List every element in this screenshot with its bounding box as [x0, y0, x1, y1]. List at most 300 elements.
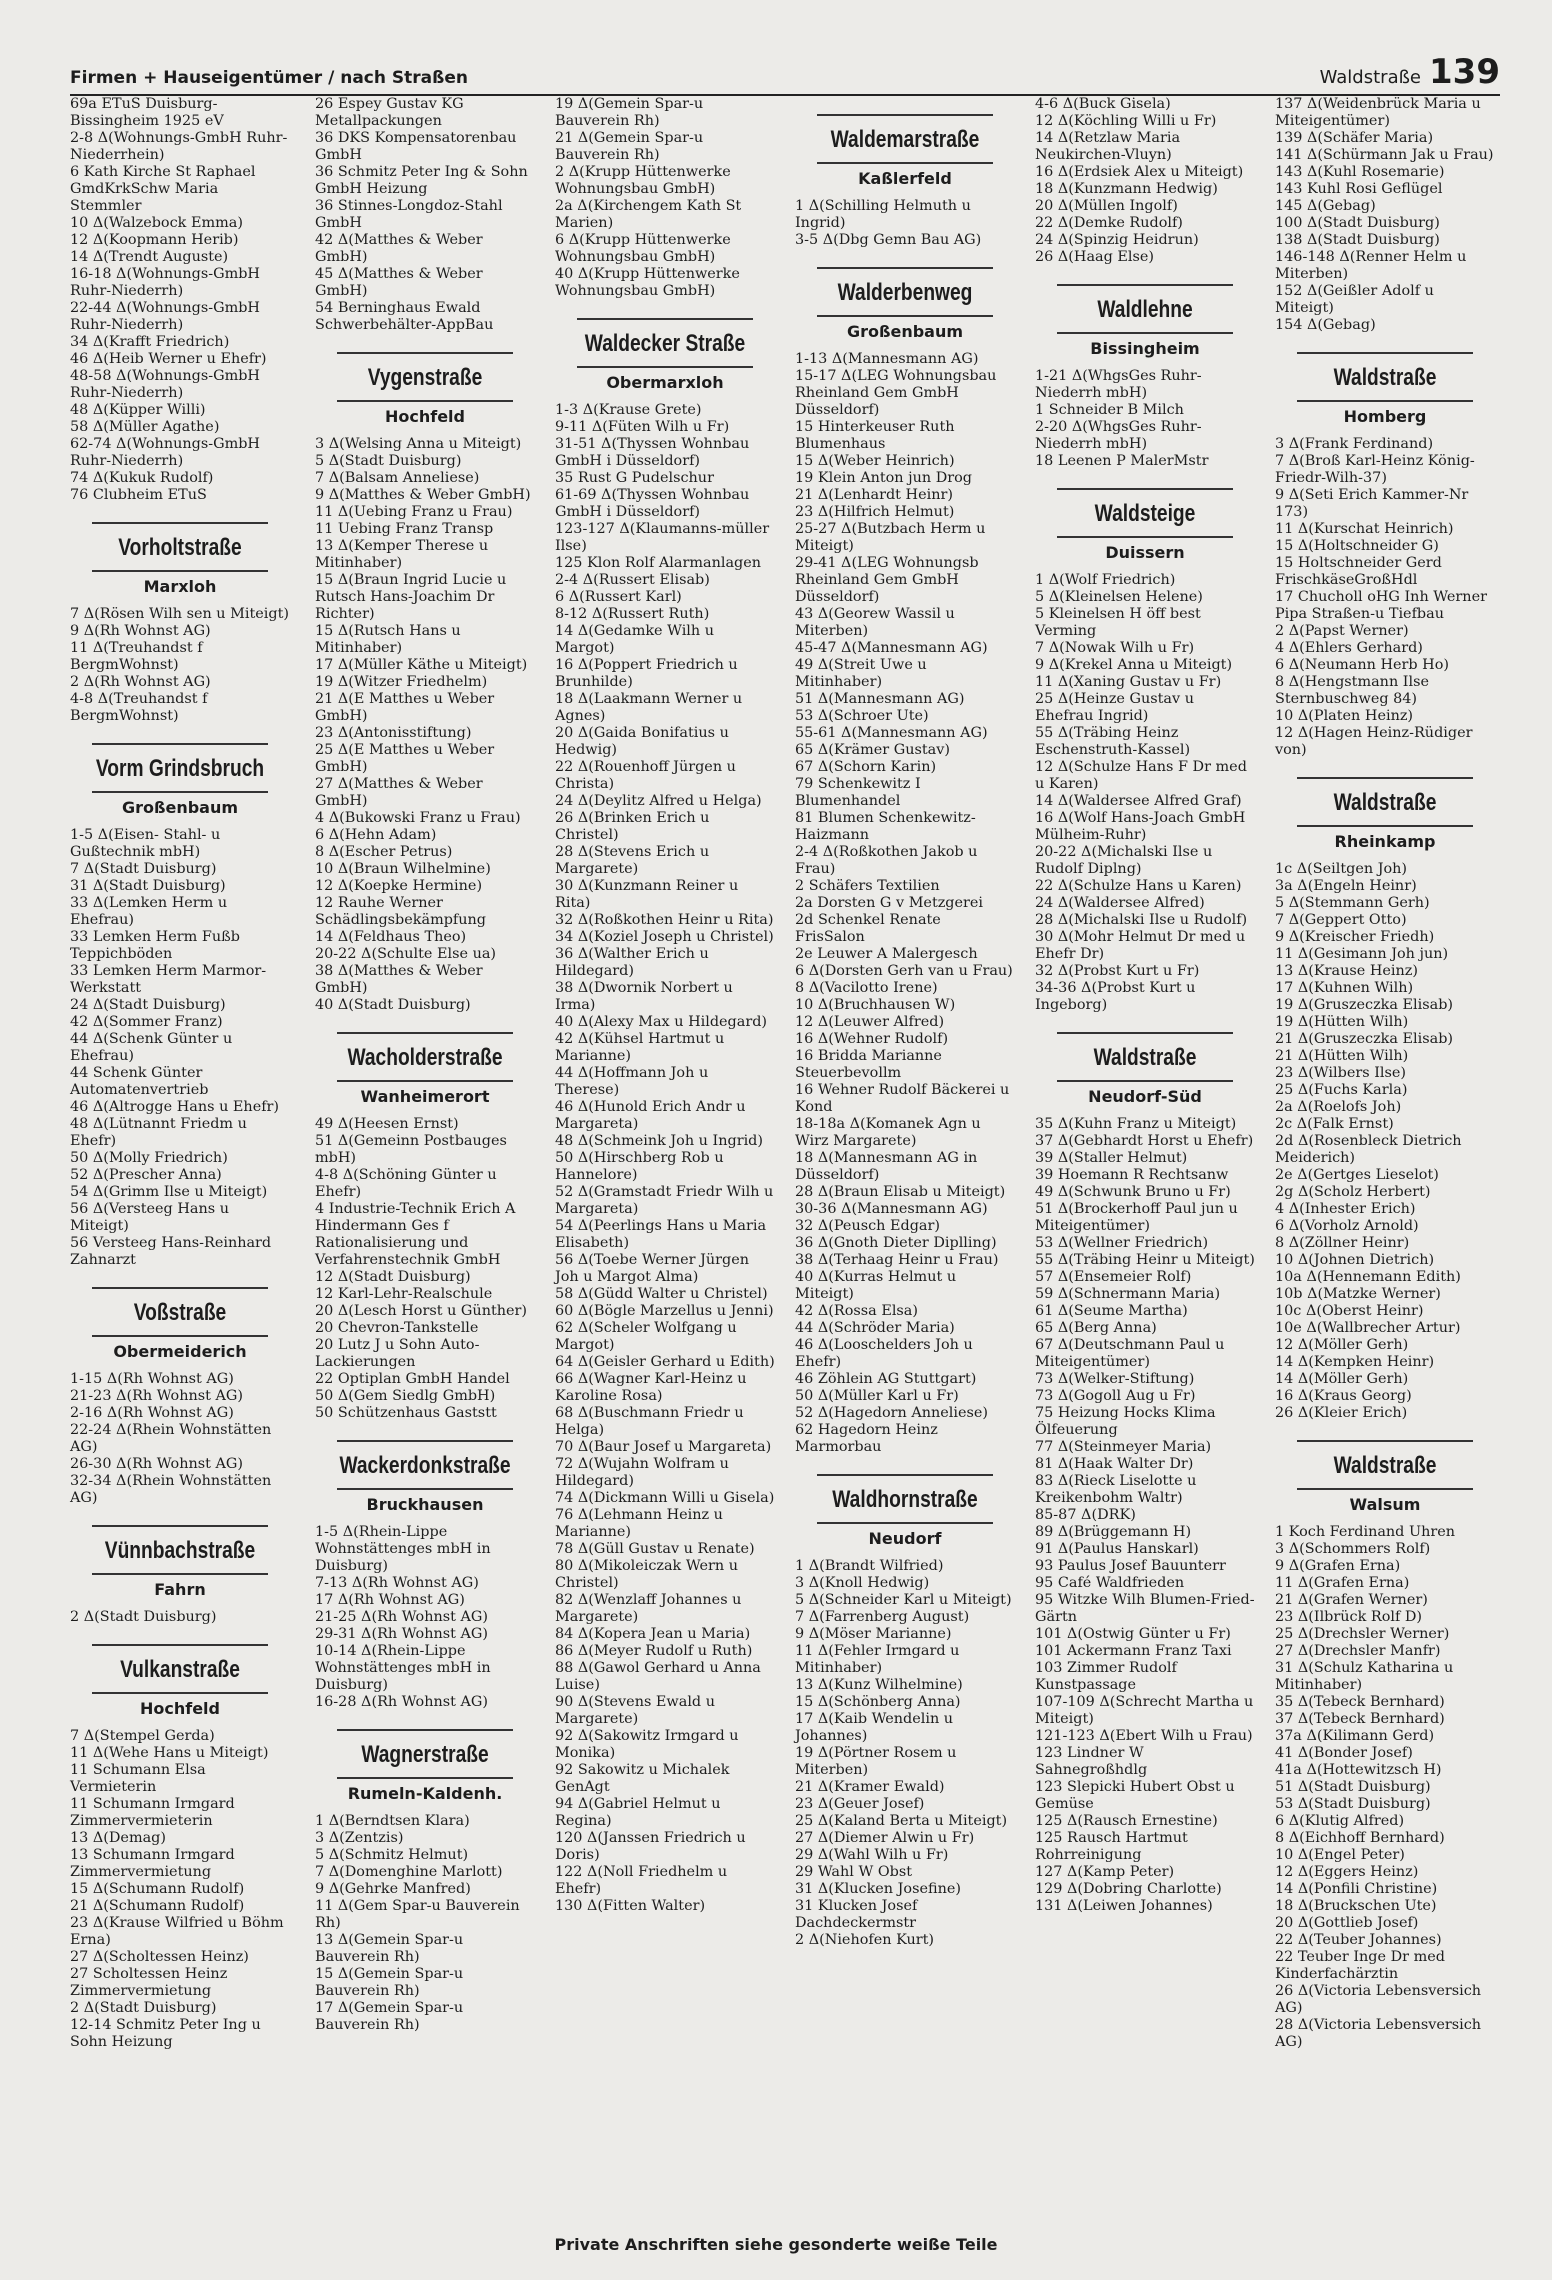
address-entry: 30 Δ(Mohr Helmut Dr med u Ehefr Dr) [1035, 929, 1246, 962]
address-entry: 48 Δ(Schmeink Joh u Ingrid) [555, 1133, 763, 1149]
street-heading: Waldstraße [1297, 352, 1473, 402]
address-entry: 4 Δ(Inhester Erich) [1275, 1201, 1416, 1217]
address-entry: 14 Δ(Kempken Heinr) [1275, 1354, 1435, 1370]
page-number: 139 [1429, 52, 1500, 92]
address-entry: 6 Δ(Hehn Adam) [315, 827, 437, 843]
address-entry: 32 Δ(Roßkothen Heinr u Rita) [555, 912, 774, 928]
address-entry: 3 Δ(Knoll Hedwig) [795, 1575, 930, 1591]
address-entry: 13 Δ(Demag) [70, 1830, 166, 1846]
address-entry: 44 Δ(Hoffmann Joh u Therese) [555, 1065, 709, 1098]
address-entry: 21 Δ(E Matthes u Weber GmbH) [315, 691, 495, 724]
address-entry: 59 Δ(Schnermann Maria) [1035, 1286, 1221, 1302]
address-entry: 11 Δ(Treuhandst f BergmWohnst) [70, 640, 203, 673]
address-entry: 38 Δ(Terhaag Heinr u Frau) [795, 1252, 999, 1268]
address-entry: 2 Δ(Stadt Duisburg) [70, 1609, 217, 1625]
address-entry: 42 Δ(Kühsel Hartmut u Marianne) [555, 1031, 725, 1064]
address-entry: 17 Δ(Kaib Wendelin u Johannes) [795, 1711, 954, 1744]
address-entry: 9 Δ(Matthes & Weber GmbH) [315, 487, 531, 503]
address-entry: 69a ETuS Duisburg-Bissingheim 1925 eV [70, 96, 224, 129]
address-entry: 90 Δ(Stevens Ewald u Margarete) [555, 1694, 715, 1727]
street-heading: Waldstraße [1297, 1440, 1473, 1490]
address-entry: 57 Δ(Ensemeier Rolf) [1035, 1269, 1192, 1285]
address-entry: 28 Δ(Braun Elisab u Miteigt) [795, 1184, 1006, 1200]
address-entry: 51 Δ(Brockerhoff Paul jun u Miteigentümer) [1035, 1201, 1238, 1234]
address-entry: 20 Δ(Lesch Horst u Günther) [315, 1303, 528, 1319]
address-entry: 4 Δ(Ehlers Gerhard) [1275, 640, 1423, 656]
address-entry: 14 Δ(Gedamke Wilh u Margot) [555, 623, 715, 656]
address-entry: 12 Δ(Eggers Heinz) [1275, 1864, 1419, 1880]
address-entry: 34 Δ(Krafft Friedrich) [70, 334, 230, 350]
address-entry: 16 Δ(Wolf Hans-Joach GmbH Mülheim-Ruhr) [1035, 810, 1246, 843]
address-entry: 85-87 Δ(DRK) [1035, 1507, 1136, 1523]
address-entry: 13 Δ(Gemein Spar-u Bauverein Rh) [315, 1932, 464, 1965]
address-entry: 6 Δ(Klutig Alfred) [1275, 1813, 1405, 1829]
address-entry: 12-14 Schmitz Peter Ing u Sohn Heizung [70, 2017, 261, 2050]
address-entry: 6 Δ(Krupp Hüttenwerke Wohnungsbau GmbH) [555, 232, 731, 265]
address-entry: 3 Δ(Frank Ferdinand) [1275, 436, 1434, 452]
address-entry: 15 Δ(Schumann Rudolf) [70, 1881, 245, 1897]
address-entry: 1-15 Δ(Rh Wohnst AG) [70, 1371, 234, 1387]
street-heading: Wackerdonkstraße [337, 1440, 513, 1490]
address-entry: 12 Δ(Stadt Duisburg) [315, 1269, 471, 1285]
address-entry: 22-44 Δ(Wohnungs-GmbH Ruhr-Niederrh) [70, 300, 260, 333]
address-entry: 24 Δ(Spinzig Heidrun) [1035, 232, 1199, 248]
address-entry: 24 Δ(Stadt Duisburg) [70, 997, 226, 1013]
address-entry: 58 Δ(Müller Agathe) [70, 419, 220, 435]
address-entry: 16-18 Δ(Wohnungs-GmbH Ruhr-Niederrh) [70, 266, 260, 299]
address-entry: 25 Δ(Heinze Gustav u Ehefrau Ingrid) [1035, 691, 1194, 724]
address-entry: 11 Δ(Gesimann Joh jun) [1275, 946, 1449, 962]
directory-column [315, 96, 535, 2034]
address-entry: 10c Δ(Oberst Heinr) [1275, 1303, 1424, 1319]
address-entry: 54 Berninghaus Ewald Schwerbehälter-AppBau [315, 300, 494, 333]
address-entry: 2d Δ(Rosenbleck Dietrich Meiderich) [1275, 1133, 1462, 1166]
address-entry: 2-8 Δ(Wohnungs-GmbH Ruhr-Niederrhein) [70, 130, 288, 163]
address-entry: 20 Chevron-Tankstelle [315, 1320, 479, 1336]
address-entry: 38 Δ(Matthes & Weber GmbH) [315, 963, 483, 996]
address-entry: 20 Δ(Gaida Bonifatius u Hedwig) [555, 725, 729, 758]
address-entry: 23 Δ(Hilfrich Helmut) [795, 504, 955, 520]
address-entry: 21 Δ(Kramer Ewald) [795, 1779, 945, 1795]
address-entry: 125 Klon Rolf Alarmanlagen [555, 555, 762, 571]
address-entry: 26 Δ(Victoria Lebensversich AG) [1275, 1983, 1482, 2016]
address-entry: 26 Δ(Kleier Erich) [1275, 1405, 1408, 1421]
address-entry: 77 Δ(Steinmeyer Maria) [1035, 1439, 1212, 1455]
address-entry: 2 Δ(Krupp Hüttenwerke Wohnungsbau GmbH) [555, 164, 731, 197]
address-entry: 38 Δ(Dwornik Norbert u Irma) [555, 980, 733, 1013]
address-entry: 58 Δ(Güdd Walter u Christel) [555, 1286, 768, 1302]
street-heading: Waldlehne [1057, 284, 1233, 334]
address-entry: 154 Δ(Gebag) [1275, 317, 1376, 333]
address-entry: 2 Δ(Rh Wohnst AG) [70, 674, 211, 690]
address-entry: 15 Δ(Braun Ingrid Lucie u Rutsch Hans-Joachim Dr Richter) [315, 572, 507, 622]
address-entry: 74 Δ(Dickmann Willi u Gisela) [555, 1490, 775, 1506]
address-entry: 46 Δ(Hunold Erich Andr u Margareta) [555, 1099, 746, 1132]
address-entry: 27 Δ(Matthes & Weber GmbH) [315, 776, 483, 809]
address-entry: 39 Δ(Staller Helmut) [1035, 1150, 1188, 1166]
address-entry: 70 Δ(Baur Josef u Margareta) [555, 1439, 772, 1455]
address-entry: 4-8 Δ(Treuhandst f BergmWohnst) [70, 691, 208, 724]
address-entry: 73 Δ(Welker-Stiftung) [1035, 1371, 1195, 1387]
address-entry: 75 Heizung Hocks Klima Ölfeuerung [1035, 1405, 1216, 1438]
address-entry: 23 Δ(Wilbers Ilse) [1275, 1065, 1407, 1081]
address-entry: 18-18a Δ(Komanek Agn u Wirz Margarete) [795, 1116, 981, 1149]
address-entry: 19 Δ(Gruszeczka Elisab) [1275, 997, 1454, 1013]
address-entry: 9 Δ(Kreischer Friedh) [1275, 929, 1435, 945]
address-entry: 35 Rust G Pudelschur [555, 470, 714, 486]
address-entry: 31 Δ(Stadt Duisburg) [70, 878, 226, 894]
address-entry: 101 Δ(Ostwig Günter u Fr) [1035, 1626, 1231, 1642]
address-entry: 2 Δ(Papst Werner) [1275, 623, 1409, 639]
district-heading: Wanheimerort [360, 1087, 490, 1106]
address-entry: 16 Δ(Kraus Georg) [1275, 1388, 1412, 1404]
address-entry: 21 Δ(Grafen Werner) [1275, 1592, 1428, 1608]
address-entry: 62-74 Δ(Wohnungs-GmbH Ruhr-Niederrh) [70, 436, 260, 469]
address-entry: 2-4 Δ(Russert Elisab) [555, 572, 710, 588]
address-entry: 143 Δ(Kuhl Rosemarie) [1275, 164, 1445, 180]
address-entry: 3 Δ(Schommers Rolf) [1275, 1541, 1431, 1557]
address-entry: 22 Δ(Teuber Johannes) [1275, 1932, 1442, 1948]
address-entry: 35 Δ(Kuhn Franz u Miteigt) [1035, 1116, 1237, 1132]
address-entry: 19 Δ(Hütten Wilh) [1275, 1014, 1409, 1030]
address-entry: 41a Δ(Hottewitzsch H) [1275, 1762, 1442, 1778]
address-entry: 10 Δ(Johnen Dietrich) [1275, 1252, 1435, 1268]
address-entry: 5 Δ(Schneider Karl u Miteigt) [795, 1592, 1012, 1608]
address-entry: 20 Δ(Müllen Ingolf) [1035, 198, 1178, 214]
address-entry: 27 Scholtessen Heinz Zimmervermietung [70, 1966, 228, 1999]
address-entry: 17 Δ(Gemein Spar-u Bauverein Rh) [315, 2000, 464, 2033]
address-entry: 15 Hinterkeuser Ruth Blumenhaus [795, 419, 955, 452]
address-entry: 2e Δ(Gertges Lieselot) [1275, 1167, 1439, 1183]
address-entry: 48 Δ(Lütnannt Friedm u Ehefr) [70, 1116, 247, 1149]
address-entry: 16 Δ(Wehner Rudolf) [795, 1031, 949, 1047]
address-entry: 46 Δ(Heib Werner u Ehefr) [70, 351, 267, 367]
address-entry: 9 Δ(Krekel Anna u Miteigt) [1035, 657, 1233, 673]
address-entry: 10a Δ(Hennemann Edith) [1275, 1269, 1461, 1285]
address-entry: 138 Δ(Stadt Duisburg) [1275, 232, 1440, 248]
district-heading: Homberg [1343, 407, 1427, 426]
directory-column [795, 96, 1015, 1949]
page-header [70, 48, 1500, 96]
address-entry: 6 Δ(Russert Karl) [555, 589, 682, 605]
address-entry: 82 Δ(Wenzlaff Johannes u Margarete) [555, 1592, 742, 1625]
address-entry: 2a Dorsten G v Metzgerei [795, 895, 984, 911]
address-entry: 20-22 Δ(Schulte Else ua) [315, 946, 497, 962]
address-entry: 14 Δ(Trendt Auguste) [70, 249, 229, 265]
street-heading: Waldstraße [1297, 777, 1473, 827]
address-entry: 22 Optiplan GmbH Handel [315, 1371, 510, 1387]
address-entry: 3a Δ(Engeln Heinr) [1275, 878, 1417, 894]
address-entry: 17 Δ(Rh Wohnst AG) [315, 1592, 465, 1608]
address-entry: 21-25 Δ(Rh Wohnst AG) [315, 1609, 489, 1625]
address-entry: 120 Δ(Janssen Friedrich u Doris) [555, 1830, 746, 1863]
street-heading: Voßstraße [92, 1287, 268, 1337]
street-heading: Vygenstraße [337, 352, 513, 402]
address-entry: 7 Δ(Stadt Duisburg) [70, 861, 217, 877]
address-entry: 28 Δ(Michalski Ilse u Rudolf) [1035, 912, 1248, 928]
address-entry: 23 Δ(Geuer Josef) [795, 1796, 925, 1812]
address-entry: 12 Δ(Schulze Hans F Dr med u Karen) [1035, 759, 1247, 792]
address-entry: 7 Δ(Broß Karl-Heinz König-Friedr-Wilh-37) [1275, 453, 1475, 486]
district-heading: Großenbaum [846, 322, 964, 341]
address-entry: 3-5 Δ(Dbg Gemn Bau AG) [795, 232, 982, 248]
address-entry: 6 Δ(Dorsten Gerh van u Frau) [795, 963, 1013, 979]
directory-column [1035, 96, 1255, 1915]
address-entry: 94 Δ(Gabriel Helmut u Regina) [555, 1796, 721, 1829]
address-entry: 10e Δ(Wallbrecher Artur) [1275, 1320, 1461, 1336]
address-entry: 39 Hoemann R Rechtsanw [1035, 1167, 1229, 1183]
address-entry: 139 Δ(Schäfer Maria) [1275, 130, 1434, 146]
address-entry: 81 Δ(Haak Walter Dr) [1035, 1456, 1194, 1472]
district-heading: Obermeiderich [113, 1342, 247, 1361]
street-heading: Waldecker Straße [577, 318, 753, 368]
address-entry: 10 Δ(Bruchhausen W) [795, 997, 956, 1013]
address-entry: 76 Δ(Lehmann Heinz u Marianne) [555, 1507, 723, 1540]
address-entry: 55 Δ(Träbing Heinz Eschenstruth-Kassel) [1035, 725, 1191, 758]
address-entry: 67 Δ(Deutschmann Paul u Miteigentümer) [1035, 1337, 1225, 1370]
address-entry: 49 Δ(Schwunk Bruno u Fr) [1035, 1184, 1231, 1200]
address-entry: 13 Δ(Kunz Wilhelmine) [795, 1677, 963, 1693]
address-entry: 12 Δ(Köchling Willi u Fr) [1035, 113, 1217, 129]
address-entry: 27 Δ(Drechsler Manfr) [1275, 1643, 1441, 1659]
address-entry: 10 Δ(Braun Wilhelmine) [315, 861, 491, 877]
address-entry: 100 Δ(Stadt Duisburg) [1275, 215, 1440, 231]
address-entry: 11 Δ(Gem Spar-u Bauverein Rh) [315, 1898, 520, 1931]
address-entry: 13 Δ(Krause Heinz) [1275, 963, 1418, 979]
address-entry: 7 Δ(Stempel Gerda) [70, 1728, 215, 1744]
district-heading: Rumeln-Kaldenh. [347, 1784, 503, 1803]
address-entry: 21 Δ(Lenhardt Heinr) [795, 487, 953, 503]
address-entry: 25-27 Δ(Butzbach Herm u Miteigt) [795, 521, 986, 554]
address-entry: 9 Δ(Gehrke Manfred) [315, 1881, 471, 1897]
address-entry: 6 Kath Kirche St Raphael GmdKrkSchw Maria Stemmler [70, 164, 256, 214]
address-entry: 11 Δ(Kurschat Heinrich) [1275, 521, 1454, 537]
address-entry: 49 Δ(Streit Uwe u Mitinhaber) [795, 657, 927, 690]
address-entry: 29 Wahl W Obst [795, 1864, 912, 1880]
address-entry: 22 Δ(Rouenhoff Jürgen u Christa) [555, 759, 736, 792]
address-entry: 37a Δ(Kilimann Gerd) [1275, 1728, 1435, 1744]
address-entry: 11 Δ(Wehe Hans u Miteigt) [70, 1745, 269, 1761]
address-entry: 21 Δ(Gruszeczka Elisab) [1275, 1031, 1454, 1047]
address-entry: 55 Δ(Träbing Heinr u Miteigt) [1035, 1252, 1255, 1268]
district-heading: Rheinkamp [1334, 832, 1436, 851]
address-entry: 1c Δ(Seiltgen Joh) [1275, 861, 1408, 877]
address-entry: 15 Δ(Weber Heinrich) [795, 453, 955, 469]
directory-column [70, 96, 290, 2051]
address-entry: 50 Schützenhaus Gaststt [315, 1405, 497, 1421]
address-entry: 62 Δ(Scheler Wolfgang u Margot) [555, 1320, 737, 1353]
district-heading: Hochfeld [384, 407, 465, 426]
address-entry: 23 Δ(Antonisstiftung) [315, 725, 472, 741]
address-entry: 18 Leenen P MalerMstr [1035, 453, 1209, 469]
address-entry: 48 Δ(Küpper Willi) [70, 402, 206, 418]
address-entry: 54 Δ(Grimm Ilse u Miteigt) [70, 1184, 268, 1200]
address-entry: 1 Δ(Wolf Friedrich) [1035, 572, 1176, 588]
address-entry: 17 Δ(Müller Käthe u Miteigt) [315, 657, 528, 673]
address-entry: 19 Klein Anton jun Drog [795, 470, 973, 486]
address-entry: 40 Δ(Kurras Helmut u Miteigt) [795, 1269, 957, 1302]
address-entry: 15 Δ(Gemein Spar-u Bauverein Rh) [315, 1966, 464, 1999]
address-entry: 50 Δ(Hirschberg Rob u Hannelore) [555, 1150, 724, 1183]
address-entry: 26 Δ(Brinken Erich u Christel) [555, 810, 710, 843]
address-entry: 51 Δ(Gemeinn Postbauges mbH) [315, 1133, 507, 1166]
address-entry: 33 Δ(Lemken Herm u Ehefrau) [70, 895, 228, 928]
address-entry: 9-11 Δ(Füten Wilh u Fr) [555, 419, 730, 435]
address-entry: 11 Δ(Grafen Erna) [1275, 1575, 1410, 1591]
street-heading: Vorholtstraße [92, 522, 268, 572]
address-entry: 44 Schenk Günter Automatenvertrieb [70, 1065, 209, 1098]
address-entry: 18 Δ(Kunzmann Hedwig) [1035, 181, 1218, 197]
address-entry: 2 Δ(Niehofen Kurt) [795, 1932, 935, 1948]
address-entry: 18 Δ(Bruckschen Ute) [1275, 1898, 1437, 1914]
address-entry: 26-30 Δ(Rh Wohnst AG) [70, 1456, 244, 1472]
address-entry: 24 Δ(Deylitz Alfred u Helga) [555, 793, 762, 809]
address-entry: 7 Δ(Domenghine Marlott) [315, 1864, 503, 1880]
address-entry: 16 Δ(Poppert Friedrich u Brunhilde) [555, 657, 738, 690]
address-entry: 80 Δ(Mikoleiczak Wern u Christel) [555, 1558, 738, 1591]
street-heading: Waldemarstraße [817, 114, 993, 164]
district-heading: Obermarxloh [606, 373, 724, 392]
address-entry: 56 Δ(Toebe Werner Jürgen Joh u Margot Alma) [555, 1252, 750, 1285]
address-entry: 16 Wehner Rudolf Bäckerei u Kond [795, 1082, 1010, 1115]
district-heading: Fahrn [154, 1580, 206, 1599]
address-entry: 84 Δ(Kopera Jean u Maria) [555, 1626, 751, 1642]
address-entry: 7 Δ(Balsam Anneliese) [315, 470, 480, 486]
address-entry: 78 Δ(Güll Gustav u Renate) [555, 1541, 755, 1557]
address-entry: 2a Δ(Roelofs Joh) [1275, 1099, 1402, 1115]
address-entry: 1 Δ(Berndtsen Klara) [315, 1813, 470, 1829]
address-entry: 29-31 Δ(Rh Wohnst AG) [315, 1626, 489, 1642]
address-entry: 7 Δ(Geppert Otto) [1275, 912, 1407, 928]
street-heading: Waldstraße [1057, 1032, 1233, 1082]
address-entry: 122 Δ(Noll Friedhelm u Ehefr) [555, 1864, 728, 1897]
address-entry: 12 Δ(Möller Gerh) [1275, 1337, 1409, 1353]
address-entry: 55-61 Δ(Mannesmann AG) [795, 725, 988, 741]
address-entry: 49 Δ(Heesen Ernst) [315, 1116, 459, 1132]
address-entry: 45 Δ(Matthes & Weber GmbH) [315, 266, 483, 299]
address-entry: 20 Δ(Gottlieb Josef) [1275, 1915, 1419, 1931]
address-entry: 11 Uebing Franz Transp [315, 521, 494, 537]
address-entry: 22-24 Δ(Rhein Wohnstätten AG) [70, 1422, 272, 1455]
address-entry: 34 Δ(Koziel Joseph u Christel) [555, 929, 774, 945]
address-entry: 56 Δ(Versteeg Hans u Miteigt) [70, 1201, 229, 1234]
address-entry: 15 Δ(Rutsch Hans u Mitinhaber) [315, 623, 461, 656]
district-heading: Walsum [1349, 1495, 1421, 1514]
address-entry: 1 Koch Ferdinand Uhren [1275, 1524, 1456, 1540]
address-entry: 13 Δ(Kemper Therese u Mitinhaber) [315, 538, 489, 571]
address-entry: 29 Δ(Wahl Wilh u Fr) [795, 1847, 949, 1863]
address-entry: 123-127 Δ(Klaumanns-müller Ilse) [555, 521, 770, 554]
address-entry: 36 DKS Kompensatorenbau GmbH [315, 130, 517, 163]
address-entry: 79 Schenkewitz I Blumenhandel [795, 776, 921, 809]
page-footer-note: Private Anschriften siehe gesonderte weiße Teile [554, 2235, 998, 2254]
address-entry: 141 Δ(Schürmann Jak u Frau) [1275, 147, 1494, 163]
district-heading: Hochfeld [139, 1699, 220, 1718]
address-entry: 45-47 Δ(Mannesmann AG) [795, 640, 988, 656]
address-entry: 8 Δ(Vacilotto Irene) [795, 980, 938, 996]
directory-column [555, 96, 775, 1915]
address-entry: 37 Δ(Gebhardt Horst u Ehefr) [1035, 1133, 1254, 1149]
address-entry: 19 Δ(Gemein Spar-u Bauverein Rh) [555, 96, 704, 129]
address-entry: 93 Paulus Josef Bauunterr [1035, 1558, 1226, 1574]
address-entry: 64 Δ(Geisler Gerhard u Edith) [555, 1354, 775, 1370]
address-entry: 123 Slepicki Hubert Obst u Gemüse [1035, 1779, 1235, 1812]
address-entry: 95 Witzke Wilh Blumen-Fried-Gärtn [1035, 1592, 1255, 1625]
address-entry: 86 Δ(Meyer Rudolf u Ruth) [555, 1643, 753, 1659]
address-entry: 6 Δ(Vorholz Arnold) [1275, 1218, 1419, 1234]
address-entry: 21 Δ(Gemein Spar-u Bauverein Rh) [555, 130, 704, 163]
street-heading: Wacholderstraße [337, 1032, 513, 1082]
address-entry: 68 Δ(Buschmann Friedr u Helga) [555, 1405, 744, 1438]
street-heading: Vorm Grindsbruch [92, 743, 268, 793]
address-entry: 17 Δ(Kuhnen Wilh) [1275, 980, 1414, 996]
address-entry: 5 Kleinelsen H öff best Verming [1035, 606, 1201, 639]
address-entry: 15 Holtschneider Gerd FrischkäseGroßHdl [1275, 555, 1442, 588]
address-entry: 125 Δ(Rausch Ernestine) [1035, 1813, 1218, 1829]
address-entry: 62 Hagedorn Heinz Marmorbau [795, 1422, 938, 1455]
street-heading: Vulkanstraße [92, 1644, 268, 1694]
header-street: Waldstraße [1319, 67, 1422, 88]
address-entry: 21 Δ(Schumann Rudolf) [70, 1898, 245, 1914]
street-heading: Wagnerstraße [337, 1729, 513, 1779]
address-entry: 60 Δ(Bögle Marzellus u Jenni) [555, 1303, 774, 1319]
address-entry: 14 Δ(Feldhaus Theo) [315, 929, 467, 945]
district-heading: Bissingheim [1090, 339, 1200, 358]
address-entry: 2a Δ(Kirchengem Kath St Marien) [555, 198, 742, 231]
address-entry: 19 Δ(Pörtner Rosem u Miterben) [795, 1745, 957, 1778]
address-entry: 43 Δ(Georew Wassil u Miterben) [795, 606, 955, 639]
address-entry: 22 Δ(Demke Rudolf) [1035, 215, 1183, 231]
address-entry: 81 Blumen Schenkewitz-Haizmann [795, 810, 976, 843]
address-entry: 9 Δ(Grafen Erna) [1275, 1558, 1401, 1574]
address-entry: 15 Δ(Holtschneider G) [1275, 538, 1439, 554]
address-entry: 7-13 Δ(Rh Wohnst AG) [315, 1575, 479, 1591]
address-entry: 1-21 Δ(WhgsGes Ruhr-Niederrh mbH) [1035, 368, 1202, 401]
address-entry: 73 Δ(Gogoll Aug u Fr) [1035, 1388, 1196, 1404]
address-entry: 21 Δ(Hütten Wilh) [1275, 1048, 1409, 1064]
address-entry: 51 Δ(Stadt Duisburg) [1275, 1779, 1431, 1795]
address-entry: 44 Δ(Schröder Maria) [795, 1320, 955, 1336]
address-entry: 32 Δ(Probst Kurt u Fr) [1035, 963, 1200, 979]
district-heading: Duissern [1105, 543, 1185, 562]
directory-column [1275, 96, 1495, 2051]
address-entry: 11 Δ(Uebing Franz u Frau) [315, 504, 513, 520]
street-heading: Waldhornstraße [817, 1474, 993, 1524]
address-entry: 28 Δ(Stevens Erich u Margarete) [555, 844, 710, 877]
address-entry: 26 Espey Gustav KG Metallpackungen [315, 96, 464, 129]
address-entry: 37 Δ(Tebeck Bernhard) [1275, 1711, 1445, 1727]
address-entry: 5 Δ(Schmitz Helmut) [315, 1847, 469, 1863]
address-entry: 74 Δ(Kukuk Rudolf) [70, 470, 214, 486]
address-entry: 107-109 Δ(Schrecht Martha u Miteigt) [1035, 1694, 1254, 1727]
address-entry: 137 Δ(Weidenbrück Maria u Miteigentümer) [1275, 96, 1481, 129]
address-entry: 131 Δ(Leiwen Johannes) [1035, 1898, 1213, 1914]
address-entry: 2c Δ(Falk Ernst) [1275, 1116, 1394, 1132]
address-entry: 33 Lemken Herm Fußb Teppichböden [70, 929, 240, 962]
street-heading: Walderbenweg [817, 267, 993, 317]
address-entry: 50 Δ(Müller Karl u Fr) [795, 1388, 959, 1404]
address-entry: 15 Δ(Schönberg Anna) [795, 1694, 961, 1710]
address-entry: 11 Schumann Irmgard Zimmervermieterin [70, 1796, 235, 1829]
address-entry: 52 Δ(Prescher Anna) [70, 1167, 222, 1183]
address-entry: 10 Δ(Engel Peter) [1275, 1847, 1405, 1863]
address-entry: 12 Δ(Koepke Hermine) [315, 878, 483, 894]
address-entry: 25 Δ(Drechsler Werner) [1275, 1626, 1450, 1642]
address-entry: 1-13 Δ(Mannesmann AG) [795, 351, 979, 367]
address-entry: 44 Δ(Schenk Günter u Ehefrau) [70, 1031, 233, 1064]
address-entry: 89 Δ(Brüggemann H) [1035, 1524, 1192, 1540]
address-entry: 41 Δ(Bonder Josef) [1275, 1745, 1413, 1761]
